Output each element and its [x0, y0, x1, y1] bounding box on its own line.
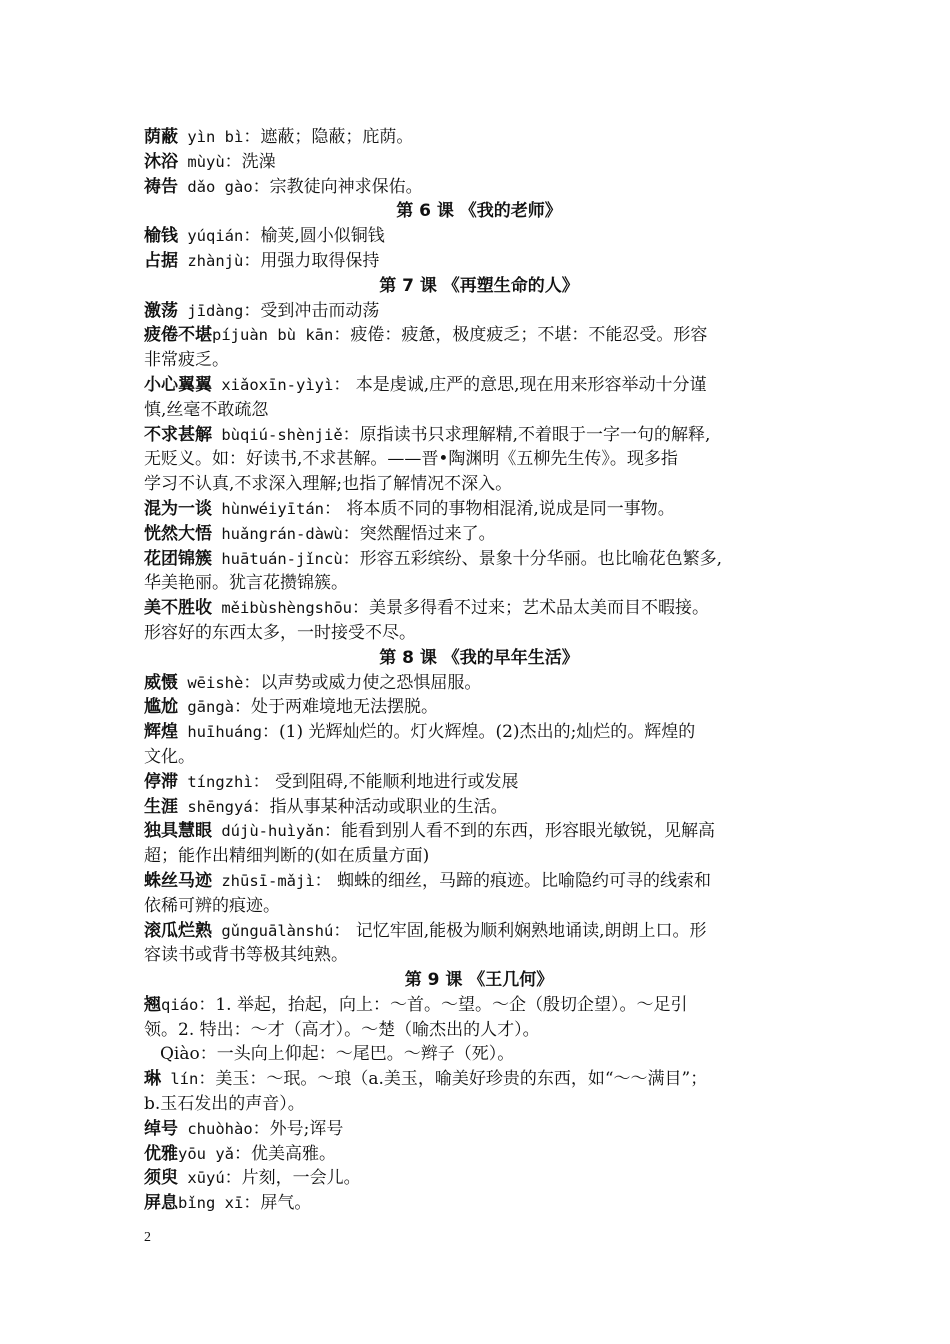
vocab-term: 混为一谈: [144, 498, 212, 519]
pinyin: měibùshèngshōu: [212, 599, 352, 618]
vocab-term: 停滞: [144, 771, 178, 792]
vocab-term: 优雅: [144, 1143, 178, 1164]
definition: ：突然醒悟过来了。: [342, 523, 496, 544]
definition-continuation: 无贬义。如：好读书,不求甚解。——晋•陶渊明《五柳先生传》。现多指: [144, 449, 678, 470]
vocab-entry: [144, 1142, 814, 1167]
vocab-entry: [144, 224, 814, 249]
definition: ： 受到阻碍,不能顺利地进行或发展: [252, 771, 519, 792]
vocab-entry: [144, 323, 814, 348]
vocab-term: 威慑: [144, 672, 178, 693]
pinyin: yōu yǎ: [178, 1144, 234, 1163]
vocab-term: 独具慧眼: [144, 821, 212, 842]
vocab-entry: [144, 819, 814, 844]
pinyin: tíngzhì: [178, 772, 253, 791]
vocab-entry: [144, 150, 814, 175]
vocab-entry: [144, 795, 814, 820]
pinyin: shēngyá: [178, 797, 253, 816]
vocab-term: 翘: [144, 994, 161, 1015]
vocab-term: 尴尬: [144, 697, 178, 718]
vocab-term: 屏息: [144, 1193, 178, 1214]
definition: ：处于两难境地无法摆脱。: [234, 697, 438, 718]
vocab-entry: [144, 993, 814, 1018]
definition-continuation: 容读书或背书等极其纯熟。: [144, 945, 348, 966]
lesson-title: 第 7 课 《再塑生命的人》: [379, 275, 579, 296]
vocab-entry: [144, 596, 814, 621]
definition-continuation: 慎,丝毫不敢疏忽: [144, 399, 269, 420]
definition-continuation: 华美艳丽。犹言花攒锦簇。: [144, 573, 348, 594]
definition: ：(1) 光辉灿烂的。灯火辉煌。(2)杰出的;灿烂的。辉煌的: [262, 722, 696, 743]
definition: ：用强力取得保持: [243, 250, 380, 271]
pinyin: yìn bì: [178, 128, 244, 146]
vocab-entry: [144, 1067, 814, 1092]
pinyin: wēishè: [178, 673, 244, 692]
definition-continuation: 依稀可辨的痕迹。: [144, 895, 280, 916]
definition-continuation: 形容好的东西太多，一时接受不尽。: [144, 622, 416, 643]
pinyin: hùnwéiyītán: [212, 499, 324, 518]
definition-continuation: 文化。: [144, 746, 195, 767]
pinyin: gǔnguālànshú: [212, 921, 334, 940]
vocab-entry: [144, 720, 814, 745]
definition: ：宗教徒向神求保佑。: [252, 176, 423, 197]
vocab-entry: [144, 423, 814, 448]
vocab-term: 不求甚解: [144, 424, 212, 445]
pinyin: yúqián: [178, 227, 244, 246]
vocab-term: 榆钱: [144, 226, 178, 247]
pinyin: lín: [161, 1070, 199, 1089]
vocab-term: 激荡: [144, 300, 178, 321]
definition: ：片刻，一会儿。: [224, 1168, 361, 1189]
vocab-entry: [144, 522, 814, 547]
pinyin: píjuàn bù kān: [212, 326, 334, 345]
pinyin: huǎngrán-dàwù: [212, 524, 343, 543]
vocab-entry: [144, 547, 814, 572]
definition: ：榆荚,圆小似铜钱: [243, 226, 385, 247]
pinyin: zhūsī-mǎjì: [212, 871, 315, 890]
vocab-term: 小心翼翼: [144, 374, 212, 395]
vocab-term: 美不胜收: [144, 598, 212, 619]
definition: ：美玉：～珉。～琅（a.美玉，喻美好珍贵的东西，如“～～满目”；: [198, 1069, 708, 1090]
vocab-term: 花团锦簇: [144, 548, 212, 569]
vocab-entry: [144, 497, 814, 522]
definition: ：外号;诨号: [252, 1118, 344, 1139]
pinyin: jīdàng: [178, 301, 244, 320]
vocab-term: 占据: [144, 250, 178, 271]
pinyin: bǐng xī: [178, 1194, 244, 1213]
definition-continuation: b.玉石发出的声音）。: [144, 1094, 305, 1115]
definition: ： 蜘蛛的细丝，马蹄的痕迹。比喻隐约可寻的线索和: [314, 870, 712, 891]
definition-continuation: Qiào：一头向上仰起：～尾巴。～辫子（死）。: [160, 1044, 515, 1065]
pinyin: xiǎoxīn-yìyì: [212, 375, 334, 394]
vocab-term: 琳: [144, 1069, 161, 1090]
definition: ：屏气。: [243, 1193, 312, 1214]
definition: ：指从事某种活动或职业的生活。: [252, 796, 508, 817]
vocab-term: 蛛丝马迹: [144, 870, 212, 891]
definition: ：美景多得看不过来；艺术品太美而目不暇接。: [351, 598, 709, 619]
pinyin: huīhuáng: [178, 723, 262, 742]
definition: ：遮蔽；隐蔽；庇荫。: [243, 127, 414, 147]
definition-continuation: 超；能作出精细判断的(如在质量方面): [144, 846, 430, 867]
definition: ：疲倦：疲惫，极度疲乏；不堪：不能忍受。形容: [333, 325, 708, 346]
vocab-entry: [144, 671, 814, 696]
vocab-entry: [144, 869, 814, 894]
vocab-term: 沐浴: [144, 151, 178, 172]
page-number: 2: [144, 1230, 151, 1245]
definition: ：1. 举起，抬起，向上：～首。～望。～企（殷切企望）。～足引: [198, 994, 688, 1015]
vocab-term: 绰号: [144, 1118, 178, 1139]
vocab-entry: [144, 919, 814, 944]
vocab-entry: [144, 249, 814, 274]
definition-continuation: 领。2. 特出：～才（高才）。～楚（喻杰出的人才）。: [144, 1019, 540, 1040]
definition: ：优美高雅。: [234, 1143, 336, 1164]
pinyin: huātuán-jǐncù: [212, 549, 343, 568]
vocab-term: 滚瓜烂熟: [144, 920, 212, 941]
pinyin: dǎo gào: [178, 177, 253, 196]
vocab-entry: [144, 125, 814, 150]
lesson-title: 第 8 课 《我的早年生活》: [379, 647, 579, 668]
vocab-term: 疲倦不堪: [144, 325, 212, 346]
definition: ：形容五彩缤纷、景象十分华丽。也比喻花色繁多,: [342, 548, 723, 569]
pinyin: qiáo: [161, 995, 199, 1014]
vocab-entry: [144, 1166, 814, 1191]
definition: ： 将本质不同的事物相混淆,说成是同一事物。: [323, 498, 675, 519]
vocab-term: 荫蔽: [144, 127, 178, 147]
definition-continuation: 非常疲乏。: [144, 350, 229, 371]
pinyin: mùyù: [178, 152, 225, 171]
vocab-term: 须臾: [144, 1168, 178, 1189]
vocab-term: 恍然大悟: [144, 523, 212, 544]
definition-continuation: 学习不认真,不求深入理解;也指了解情况不深入。: [144, 474, 513, 495]
pinyin: gāngà: [178, 698, 234, 717]
document-body: [144, 125, 814, 1216]
vocab-entry: [144, 175, 814, 200]
vocab-entry: [144, 770, 814, 795]
vocab-entry: [144, 373, 814, 398]
vocab-entry: [144, 695, 814, 720]
vocab-entry: [144, 299, 814, 324]
definition: ：原指读书只求理解精,不着眼于一字一句的解释,: [342, 424, 711, 445]
definition: ：受到冲击而动荡: [243, 300, 380, 321]
vocab-entry: [144, 1117, 814, 1142]
pinyin: bùqiú-shènjiě: [212, 425, 343, 444]
lesson-title: 第 6 课 《我的老师》: [396, 201, 562, 222]
definition: ： 本是虔诚,庄严的意思,现在用来形容举动十分谨: [333, 374, 707, 395]
vocab-entry: [144, 1191, 814, 1216]
vocab-term: 生涯: [144, 796, 178, 817]
definition: ：洗澡: [224, 151, 276, 172]
vocab-term: 辉煌: [144, 722, 178, 743]
definition: ：能看到别人看不到的东西，形容眼光敏锐，见解高: [323, 821, 715, 842]
pinyin: dújù-huìyǎn: [212, 822, 324, 841]
vocab-term: 祷告: [144, 176, 178, 197]
lesson-title: 第 9 课 《王几何》: [404, 970, 554, 991]
definition: ：以声势或威力使之恐惧屈服。: [243, 672, 482, 693]
definition: ： 记忆牢固,能极为顺利娴熟地诵读,朗朗上口。形: [333, 920, 707, 941]
pinyin: xūyú: [178, 1169, 225, 1188]
pinyin: zhànjù: [178, 251, 244, 270]
pinyin: chuòhào: [178, 1119, 253, 1138]
